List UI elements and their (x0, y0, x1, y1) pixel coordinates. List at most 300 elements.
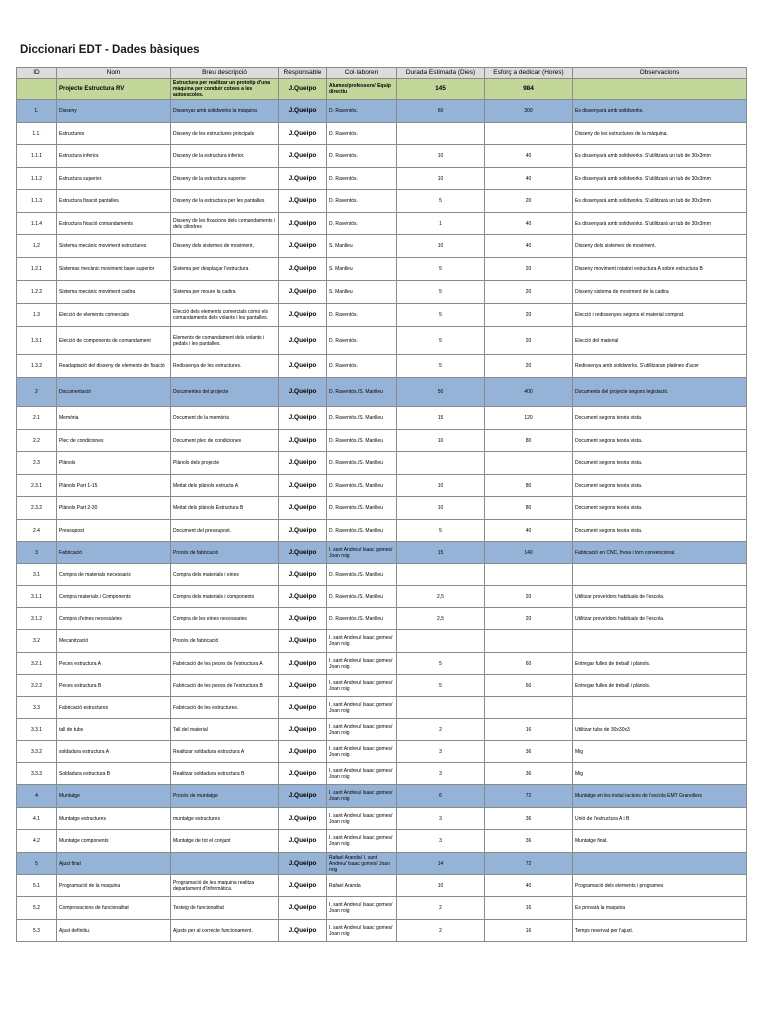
table-row (17, 475, 747, 497)
cell-id: 1.1. (17, 123, 57, 145)
cell-id: 1.3 (17, 304, 57, 327)
cell-descripcio: Disseny de les fixacions dels comandaments i dels cilindres (171, 213, 279, 235)
cell-responsable: J.Queipo (279, 235, 327, 258)
cell-esforc: 16 (485, 719, 573, 741)
cell-observacions: Document segons teoria vista. (573, 520, 747, 542)
cell-observacions: Document segons teoria vista. (573, 452, 747, 475)
table-row (17, 407, 747, 430)
cell-col-laboren: I. sant Andreu/ Isaac gomes/ Joan roig (327, 785, 397, 808)
cell-id: 1.1.2 (17, 168, 57, 190)
cell-observacions: Disseny moviment rotatori estructura A sobre estructura B (573, 258, 747, 281)
cell-responsable: J.Queipo (279, 145, 327, 168)
header-id: ID (17, 68, 57, 79)
cell-descripcio: Compra dels materials i components (171, 586, 279, 608)
cell-nom: Muntatge (57, 785, 171, 808)
cell-esforc: 20 (485, 258, 573, 281)
cell-nom: Estructura superior. (57, 168, 171, 190)
cell-id: 1. (17, 100, 57, 123)
cell-responsable: J.Queipo (279, 327, 327, 355)
cell-id: 3.3.2 (17, 741, 57, 763)
cell-nom: Elecció de elements comercials (57, 304, 171, 327)
cell-id: 5.1 (17, 875, 57, 897)
cell-observacions: Mig (573, 741, 747, 763)
cell-responsable: J.Queipo (279, 213, 327, 235)
cell-id: 2.4 (17, 520, 57, 542)
cell-descripcio: Sistema per desplaçar l'estructura (171, 258, 279, 281)
cell-responsable: J.Queipo (279, 675, 327, 697)
cell-id: 2.1 (17, 407, 57, 430)
cell-descripcio: Estructura per realitzar un prototip d'una màquina per conduir cotxes a les autoescoles. (171, 79, 279, 100)
header-observacions: Observacions (573, 68, 747, 79)
table-row (17, 608, 747, 630)
table-row (17, 304, 747, 327)
cell-nom: Readaptació del disseny de elements de fixació (57, 355, 171, 378)
cell-durada: 2 (397, 920, 485, 942)
cell-responsable: J.Queipo (279, 608, 327, 630)
cell-durada: 2 (397, 719, 485, 741)
cell-id: 5.3 (17, 920, 57, 942)
cell-col-laboren: I. sant Andreu/ Isaac gomes/ Joan roig (327, 830, 397, 853)
cell-descripcio: Dissenyar amb solidworks la màquina (171, 100, 279, 123)
cell-id: 2.3 (17, 452, 57, 475)
cell-nom: Peces estructura B (57, 675, 171, 697)
cell-esforc: 60 (485, 653, 573, 675)
cell-observacions: Disseny sistema de moviment de la cadira (573, 281, 747, 304)
cell-col-laboren: D. Raventós. (327, 190, 397, 213)
cell-esforc: 40 (485, 520, 573, 542)
cell-observacions: Programació dels elements i programes (573, 875, 747, 897)
header-col-laboren: Col·laboren (327, 68, 397, 79)
cell-id: 4.1 (17, 808, 57, 830)
cell-id: 3.3 (17, 697, 57, 719)
cell-durada: 5 (397, 304, 485, 327)
cell-nom: Plànols (57, 452, 171, 475)
cell-nom: soldadura estructura A (57, 741, 171, 763)
cell-nom: Programació de la maquina (57, 875, 171, 897)
cell-nom: Estructura inferior. (57, 145, 171, 168)
cell-durada: 5 (397, 190, 485, 213)
cell-observacions: Documents del projecte segons legislació. (573, 378, 747, 407)
cell-id: 2.2 (17, 430, 57, 452)
cell-responsable: J.Queipo (279, 785, 327, 808)
cell-descripcio: Document de la memòria (171, 407, 279, 430)
cell-durada: 1 (397, 213, 485, 235)
cell-durada: 3 (397, 763, 485, 785)
cell-responsable: J.Queipo (279, 304, 327, 327)
cell-esforc: 20 (485, 586, 573, 608)
cell-col-laboren: D. Raventós./S. Manlleu (327, 430, 397, 452)
cell-col-laboren: Rafael Aranda (327, 875, 397, 897)
cell-observacions: Fabricació en CNC, fresa i torn convencional. (573, 542, 747, 564)
cell-id: 3 (17, 542, 57, 564)
cell-responsable: J.Queipo (279, 920, 327, 942)
cell-responsable: J.Queipo (279, 190, 327, 213)
edt-table (16, 67, 747, 942)
cell-descripcio: Realitzar soldadura estructura B (171, 763, 279, 785)
cell-observacions: Mig (573, 763, 747, 785)
cell-responsable: J.Queipo (279, 475, 327, 497)
cell-col-laboren: I. sant Andreu/ Isaac gomes/ Joan roig (327, 741, 397, 763)
cell-observacions: Muntatge final. (573, 830, 747, 853)
cell-durada: 5 (397, 327, 485, 355)
table-row (17, 123, 747, 145)
cell-durada: 15 (397, 407, 485, 430)
cell-observacions: Utilitzar proveïdors habituals de l'escola. (573, 586, 747, 608)
cell-nom: Plànols Part 1-15 (57, 475, 171, 497)
cell-durada: 10 (397, 145, 485, 168)
cell-responsable: J.Queipo (279, 830, 327, 853)
cell-id: 1.1.3 (17, 190, 57, 213)
table-row (17, 355, 747, 378)
cell-col-laboren: S. Manlleu (327, 258, 397, 281)
cell-observacions: Document segons teoria vista. (573, 475, 747, 497)
cell-col-laboren: I. sant Andreu/ Isaac gomes/ Joan roig (327, 675, 397, 697)
cell-id: 3.1.2 (17, 608, 57, 630)
cell-descripcio: Redissenya de les estructures. (171, 355, 279, 378)
cell-col-laboren: D. Raventós. (327, 123, 397, 145)
cell-observacions: Disseny dels sistemes de moviment. (573, 235, 747, 258)
cell-id: 3.2 (17, 630, 57, 653)
cell-descripcio: Muntatge de tot el conjunt (171, 830, 279, 853)
cell-esforc: 16 (485, 920, 573, 942)
cell-col-laboren: S. Manlleu (327, 281, 397, 304)
cell-col-laboren: I. sant Andreu/ Isaac gomes/ Joan roig (327, 897, 397, 920)
cell-id: 3.2.2 (17, 675, 57, 697)
cell-id: 2.3.1 (17, 475, 57, 497)
cell-responsable: J.Queipo (279, 430, 327, 452)
cell-nom: Ajust definitiu. (57, 920, 171, 942)
cell-durada: 10 (397, 497, 485, 520)
cell-id: 1.2.2 (17, 281, 57, 304)
cell-observacions (573, 853, 747, 875)
cell-col-laboren: D. Raventós./S. Manlleu (327, 475, 397, 497)
table-row (17, 168, 747, 190)
cell-id: 1,2 (17, 235, 57, 258)
table-row (17, 653, 747, 675)
table-row (17, 497, 747, 520)
cell-descripcio: Meitat dels plànols Estructura B (171, 497, 279, 520)
table-row (17, 741, 747, 763)
cell-responsable: J.Queipo (279, 763, 327, 785)
cell-id: 1.1.4 (17, 213, 57, 235)
table-row (17, 213, 747, 235)
cell-durada: 5 (397, 520, 485, 542)
cell-esforc: 16 (485, 897, 573, 920)
cell-descripcio: Documentes del projecte (171, 378, 279, 407)
cell-durada: 10 (397, 430, 485, 452)
cell-durada: 10 (397, 475, 485, 497)
page-title: Diccionari EDT - Dades bàsiques (20, 44, 200, 56)
cell-esforc: 40 (485, 145, 573, 168)
cell-col-laboren: D. Raventós./S. Manlleu (327, 586, 397, 608)
cell-col-laboren: D. Raventós./S. Manlleu (327, 608, 397, 630)
cell-descripcio: Tall del material (171, 719, 279, 741)
cell-descripcio: Programació de les maquina realitza departament d'Informàtica. (171, 875, 279, 897)
cell-nom: Documentació (57, 378, 171, 407)
cell-esforc (485, 452, 573, 475)
cell-descripcio: Disseny de les estructures principals (171, 123, 279, 145)
table-row (17, 719, 747, 741)
cell-responsable: J.Queipo (279, 542, 327, 564)
header-nom: Nom (57, 68, 171, 79)
cell-durada: 5 (397, 355, 485, 378)
cell-nom: Elecció de components de comandament (57, 327, 171, 355)
cell-durada: 3 (397, 830, 485, 853)
cell-id: 3.2.1 (17, 653, 57, 675)
cell-descripcio: Document plec de condiciones (171, 430, 279, 452)
cell-esforc: 72 (485, 853, 573, 875)
cell-esforc (485, 630, 573, 653)
cell-col-laboren: D. Raventós. (327, 355, 397, 378)
cell-col-laboren: D. Raventós. (327, 304, 397, 327)
cell-col-laboren: D. Raventós./S. Manlleu (327, 378, 397, 407)
cell-esforc: 984 (485, 79, 573, 100)
cell-nom: Plànols Part 2-30 (57, 497, 171, 520)
cell-durada: 5 (397, 258, 485, 281)
cell-col-laboren: I. sant Andreu/ Isaac gomes/ Joan roig (327, 763, 397, 785)
cell-nom: Compra materials i Components (57, 586, 171, 608)
table-row (17, 235, 747, 258)
cell-observacions: Elecció i redissenyes segons el material comprat. (573, 304, 747, 327)
cell-esforc: 140 (485, 542, 573, 564)
header-esforc: Esforç a dedicar (Hores) (485, 68, 573, 79)
cell-observacions: Utilitzar proveïdors habituals de l'escola. (573, 608, 747, 630)
cell-descripcio: Elecció dels elements comercials como els comandaments dels volants i les pantalles. (171, 304, 279, 327)
cell-id: 1.3.1 (17, 327, 57, 355)
table-row (17, 327, 747, 355)
cell-observacions (573, 564, 747, 586)
cell-col-laboren: D. Raventós. (327, 100, 397, 123)
cell-esforc: 40 (485, 235, 573, 258)
cell-responsable: J.Queipo (279, 586, 327, 608)
cell-observacions: Unió de l'estructura A i B (573, 808, 747, 830)
cell-durada (397, 697, 485, 719)
cell-nom: Estructures (57, 123, 171, 145)
cell-id: 1.2.1 (17, 258, 57, 281)
cell-observacions: Entregar fulles de treball i plànols. (573, 653, 747, 675)
cell-durada: 145 (397, 79, 485, 100)
cell-observacions (573, 630, 747, 653)
cell-durada: 50 (397, 378, 485, 407)
cell-esforc: 20 (485, 355, 573, 378)
cell-esforc: 120 (485, 407, 573, 430)
cell-responsable: J.Queipo (279, 258, 327, 281)
cell-observacions: Temps reservat per l'ajust. (573, 920, 747, 942)
cell-observacions (573, 697, 747, 719)
cell-descripcio: Disseny dels sistemes de moviment, (171, 235, 279, 258)
cell-durada: 2,5 (397, 608, 485, 630)
cell-col-laboren: D. Raventós./S. Manlleu (327, 564, 397, 586)
cell-nom: Sistema mecànic moviment estructures (57, 235, 171, 258)
table-row (17, 808, 747, 830)
cell-esforc: 400 (485, 378, 573, 407)
cell-esforc: 80 (485, 497, 573, 520)
cell-responsable: J.Queipo (279, 520, 327, 542)
table-row (17, 830, 747, 853)
cell-nom: Comprovacions de funcionalitat (57, 897, 171, 920)
table-row (17, 630, 747, 653)
cell-descripcio: Ajusts per al correcte funcionament. (171, 920, 279, 942)
cell-id: 2 (17, 378, 57, 407)
cell-nom: Plec de condiciones (57, 430, 171, 452)
header-descripcio: Breu descripció (171, 68, 279, 79)
table-row (17, 875, 747, 897)
cell-id: 5.2 (17, 897, 57, 920)
cell-observacions: Es dissenyarà amb solidworks. (573, 100, 747, 123)
cell-observacions: Document segons teoria vista. (573, 430, 747, 452)
cell-nom: tall de tubs (57, 719, 171, 741)
cell-descripcio: Procés de muntatge (171, 785, 279, 808)
cell-observacions: Es dissenyarà amb solidworks. S'utilitzarà un tub de 30x3mm (573, 145, 747, 168)
cell-nom: Peces estructura A (57, 653, 171, 675)
cell-durada: 10 (397, 168, 485, 190)
cell-observacions: Document segons teoria vista. (573, 407, 747, 430)
table-row (17, 920, 747, 942)
cell-responsable: J.Queipo (279, 407, 327, 430)
cell-id: 1.1.1 (17, 145, 57, 168)
table-row (17, 586, 747, 608)
cell-col-laboren: S. Manlleu (327, 235, 397, 258)
table-row (17, 79, 747, 100)
cell-id: 1.3.2 (17, 355, 57, 378)
cell-nom: Estructura fixació comandaments (57, 213, 171, 235)
cell-descripcio: Realitzar soldadura estructura A (171, 741, 279, 763)
cell-col-laboren: I. sant Andreu/ Isaac gomes/ Joan roig (327, 542, 397, 564)
cell-durada: 5 (397, 675, 485, 697)
cell-responsable: J.Queipo (279, 497, 327, 520)
cell-durada (397, 123, 485, 145)
cell-responsable: J.Queipo (279, 564, 327, 586)
cell-durada: 2 (397, 897, 485, 920)
cell-nom: Fabricació (57, 542, 171, 564)
cell-esforc: 40 (485, 168, 573, 190)
table-row (17, 675, 747, 697)
table-row (17, 378, 747, 407)
cell-nom: Pressupost (57, 520, 171, 542)
table-row (17, 542, 747, 564)
cell-durada: 10 (397, 235, 485, 258)
cell-durada: 60 (397, 100, 485, 123)
cell-responsable: J.Queipo (279, 79, 327, 100)
cell-descripcio: muntatge estructures (171, 808, 279, 830)
cell-observacions: Disseny de les estructures de la màquina. (573, 123, 747, 145)
table-row (17, 100, 747, 123)
cell-descripcio (171, 853, 279, 875)
header-responsable: Responsable (279, 68, 327, 79)
cell-observacions: Document segons teoria vista. (573, 497, 747, 520)
header-durada: Durada Estimada (Dies) (397, 68, 485, 79)
cell-id: 3.1.1 (17, 586, 57, 608)
cell-nom: Muntatge components (57, 830, 171, 853)
cell-descripcio: Disseny de la estructura per les pantalles (171, 190, 279, 213)
cell-observacions: Redissenya amb solidworks. S'utilitzaran platines d'acer (573, 355, 747, 378)
cell-durada: 3 (397, 808, 485, 830)
cell-durada: 14 (397, 853, 485, 875)
cell-durada: 10 (397, 875, 485, 897)
cell-nom: Ajust final (57, 853, 171, 875)
cell-descripcio: Plànols dels projecte (171, 452, 279, 475)
cell-col-laboren: D. Raventós./S. Manlleu (327, 520, 397, 542)
cell-descripcio: Fabricació de les estructures. (171, 697, 279, 719)
cell-esforc: 72 (485, 785, 573, 808)
cell-descripcio: Disseny de la estructura superior (171, 168, 279, 190)
table-row (17, 897, 747, 920)
table-row (17, 430, 747, 452)
cell-col-laboren: I. sant Andreu/ Isaac gomes/ Joan roig (327, 630, 397, 653)
table-row (17, 853, 747, 875)
cell-col-laboren: D. Raventós./S. Manlleu (327, 497, 397, 520)
cell-descripcio: Compra dels materials i eines (171, 564, 279, 586)
table-row (17, 452, 747, 475)
cell-nom: Projecte Estructura RV (57, 79, 171, 100)
cell-nom: Sistemas mecànic moviment base superior (57, 258, 171, 281)
cell-nom: Fabricació estructures (57, 697, 171, 719)
cell-durada (397, 452, 485, 475)
cell-esforc: 20 (485, 190, 573, 213)
table-row (17, 258, 747, 281)
cell-esforc: 20 (485, 281, 573, 304)
cell-durada (397, 630, 485, 653)
cell-responsable: J.Queipo (279, 808, 327, 830)
cell-esforc: 20 (485, 304, 573, 327)
cell-col-laboren: I. sant Andreu/ Isaac gomes/ Joan roig (327, 719, 397, 741)
cell-observacions: Es provarà la maquina (573, 897, 747, 920)
cell-responsable: J.Queipo (279, 123, 327, 145)
cell-responsable: J.Queipo (279, 653, 327, 675)
cell-descripcio: Document del pressupost. (171, 520, 279, 542)
cell-col-laboren: Rafael Aranda/ I. sant Andreu/ Isaac gomes/ Joan roig (327, 853, 397, 875)
cell-descripcio: Testeig de funcionalitat (171, 897, 279, 920)
cell-observacions: Entregar fulles de treball i plànols. (573, 675, 747, 697)
cell-responsable: J.Queipo (279, 719, 327, 741)
cell-esforc: 80 (485, 475, 573, 497)
table-row (17, 145, 747, 168)
cell-observacions: Es dissenyarà amb solidworks. S'utilitzarà un tub de 30x3mm (573, 213, 747, 235)
cell-durada (397, 564, 485, 586)
cell-id: 4 (17, 785, 57, 808)
cell-responsable: J.Queipo (279, 741, 327, 763)
cell-esforc: 40 (485, 213, 573, 235)
cell-nom: Compra de materials necessaris (57, 564, 171, 586)
cell-responsable: J.Queipo (279, 378, 327, 407)
cell-descripcio: Meitat dels plànols estructa A (171, 475, 279, 497)
cell-id: 3.3.3 (17, 763, 57, 785)
cell-esforc: 36 (485, 763, 573, 785)
cell-esforc (485, 564, 573, 586)
cell-id: 3.1 (17, 564, 57, 586)
table-row (17, 190, 747, 213)
cell-col-laboren: I. sant Andreu/ Isaac gomes/ Joan roig (327, 653, 397, 675)
cell-id (17, 79, 57, 100)
cell-nom: Compra d'eines necessàries (57, 608, 171, 630)
cell-descripcio: Compra de les eines necessaries (171, 608, 279, 630)
cell-descripcio: Elements de comandament dels volants i pedals i les pantalles. (171, 327, 279, 355)
cell-col-laboren: I. sant Andreu/ Isaac gomes/ Joan roig (327, 920, 397, 942)
cell-esforc (485, 123, 573, 145)
table-row (17, 564, 747, 586)
cell-col-laboren: D. Raventós. (327, 145, 397, 168)
cell-esforc: 36 (485, 808, 573, 830)
cell-descripcio: Procés de fabricació (171, 630, 279, 653)
cell-observacions: Elecció del material (573, 327, 747, 355)
cell-esforc: 80 (485, 430, 573, 452)
table-row (17, 520, 747, 542)
cell-id: 3.3.1 (17, 719, 57, 741)
table-row (17, 281, 747, 304)
cell-esforc (485, 697, 573, 719)
cell-id: 2.3.2 (17, 497, 57, 520)
cell-durada: 2,5 (397, 586, 485, 608)
